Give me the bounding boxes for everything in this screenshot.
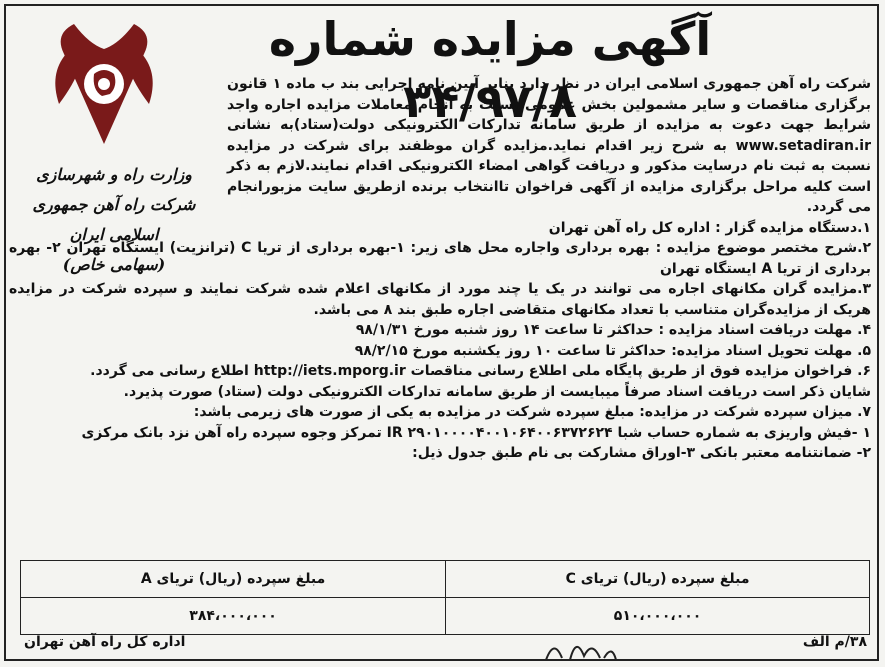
item-2: ۲.شرح مختصر موضوع مزایده : بهره برداری واجاره محل های زیر: ۱-بهره برداری از تریا C (ترانزیت) ایستگاه تهران ۲- بهره برداری از تریا A ایستگاه تهران (9, 240, 871, 277)
handwritten-number (540, 630, 620, 666)
item-7-option-2: ۲- ضمانتنامه معتبر بانکی ۳-اوراق مشارکت بی نام طبق جدول ذیل: (412, 445, 871, 461)
footer-issuer: اداره کل راه آهن تهران (24, 634, 186, 650)
table-row (21, 598, 870, 635)
deposit-table (20, 560, 870, 635)
table-cell-a: ۳۸۴،۰۰۰،۰۰۰ (21, 598, 446, 635)
item-7: ۷. میزان سپرده شرکت در مزایده: مبلغ سپرده شرکت در مزایده به یکی از صورت های زیرمی باشد: (193, 404, 871, 420)
item-5: ۵. مهلت تحویل اسناد مزایده: حداکثر تا ساعت ۱۰ روز یکشنبه مورخ ۹۸/۲/۱۵ (354, 342, 871, 359)
table-cell-c: ۵۱۰،۰۰۰،۰۰۰ (446, 598, 870, 635)
item-6-note: شایان ذکر است دریافت اسناد صرفاً میبایست از طریق سامانه تدارکات الکترونیکی دولت (ستاد) صورت پذیرد. (123, 383, 871, 400)
item-1: ۱.دستگاه مزایده گزار : اداره کل راه آهن تهران (548, 219, 871, 236)
page-title: آگهی مزایده شماره ۳۴/۹۷/۸ (268, 12, 712, 128)
table-header-row (21, 561, 870, 598)
table-header-a: مبلغ سپرده (ریال) تریای A (21, 561, 446, 598)
item-4: ۴. مهلت دریافت اسناد مزایده : حداکثر تا ساعت ۱۴ روز شنبه مورخ ۹۸/۱/۳۱ (355, 322, 871, 338)
item-3: ۳.مزایده گران مکانهای اجاره می توانند در یک یا چند مورد از مکانهای اعلام شده شرکت نمایند و سپرده شرکت در مزایده هریک از مزایده‌گران متناسب با تعداد مکانهای متقاضی اجاره طبق بند ۸ می باشد. (9, 281, 871, 318)
item-7-option-1: ۱ -فیش واریزی به شماره حساب شبا IR ۲۹۰۱۰۰۰۰۴۰۰۱۰۶۴۰۰۶۳۷۲۶۲۴ تمرکز وجوه سپرده راه آهن نزد بانک مرکزی (81, 424, 871, 441)
intro-paragraph: شرکت راه آهن جمهوری اسلامی ایران در نظر دارد بنابر آیین نامه اجرایی بند ب ماده ۱ قانون برگزاری مناقصات و سایر مشمولین بخش عمومی نسبت به انجام معاملات مزایده اجاره واجد شرایط جهت دعوت به مزایده از طریق سامانه تدارکات الکترونیکی دولت(ستاد)به نشانی www.setadiran.ir به شرح زیر اقدام نماید.مزایده گران موظفند برای شرکت در مزایده نسبت به ثبت نام درسایت مذکور و دریافت گواهی امضاء الکترونیکی اقدام نمایند.لازم به ذکر است کلیه مراحل برگزاری مزایده از آگهی فراخوان تاانتخاب برنده ازطریق سایت مزبورانجام می گردد. (227, 76, 871, 215)
ministry-line1: وزارت راه و شهرسازی (36, 165, 192, 184)
notice-body (9, 74, 871, 464)
ministry-line2: شرکت راه آهن جمهوری اسلامی ایران (32, 195, 196, 244)
table-header-c: مبلغ سپرده (ریال) تریای C (446, 561, 870, 598)
item-6: ۶. فراخوان مزایده فوق از طریق پایگاه ملی اطلاع رسانی مناقصات http://iets.mporg.ir اطلاع رسانی می گردد. (90, 363, 871, 379)
ministry-line3: (سهامی خاص) (62, 255, 166, 274)
footer-code: ۳۸/م الف (802, 634, 867, 650)
